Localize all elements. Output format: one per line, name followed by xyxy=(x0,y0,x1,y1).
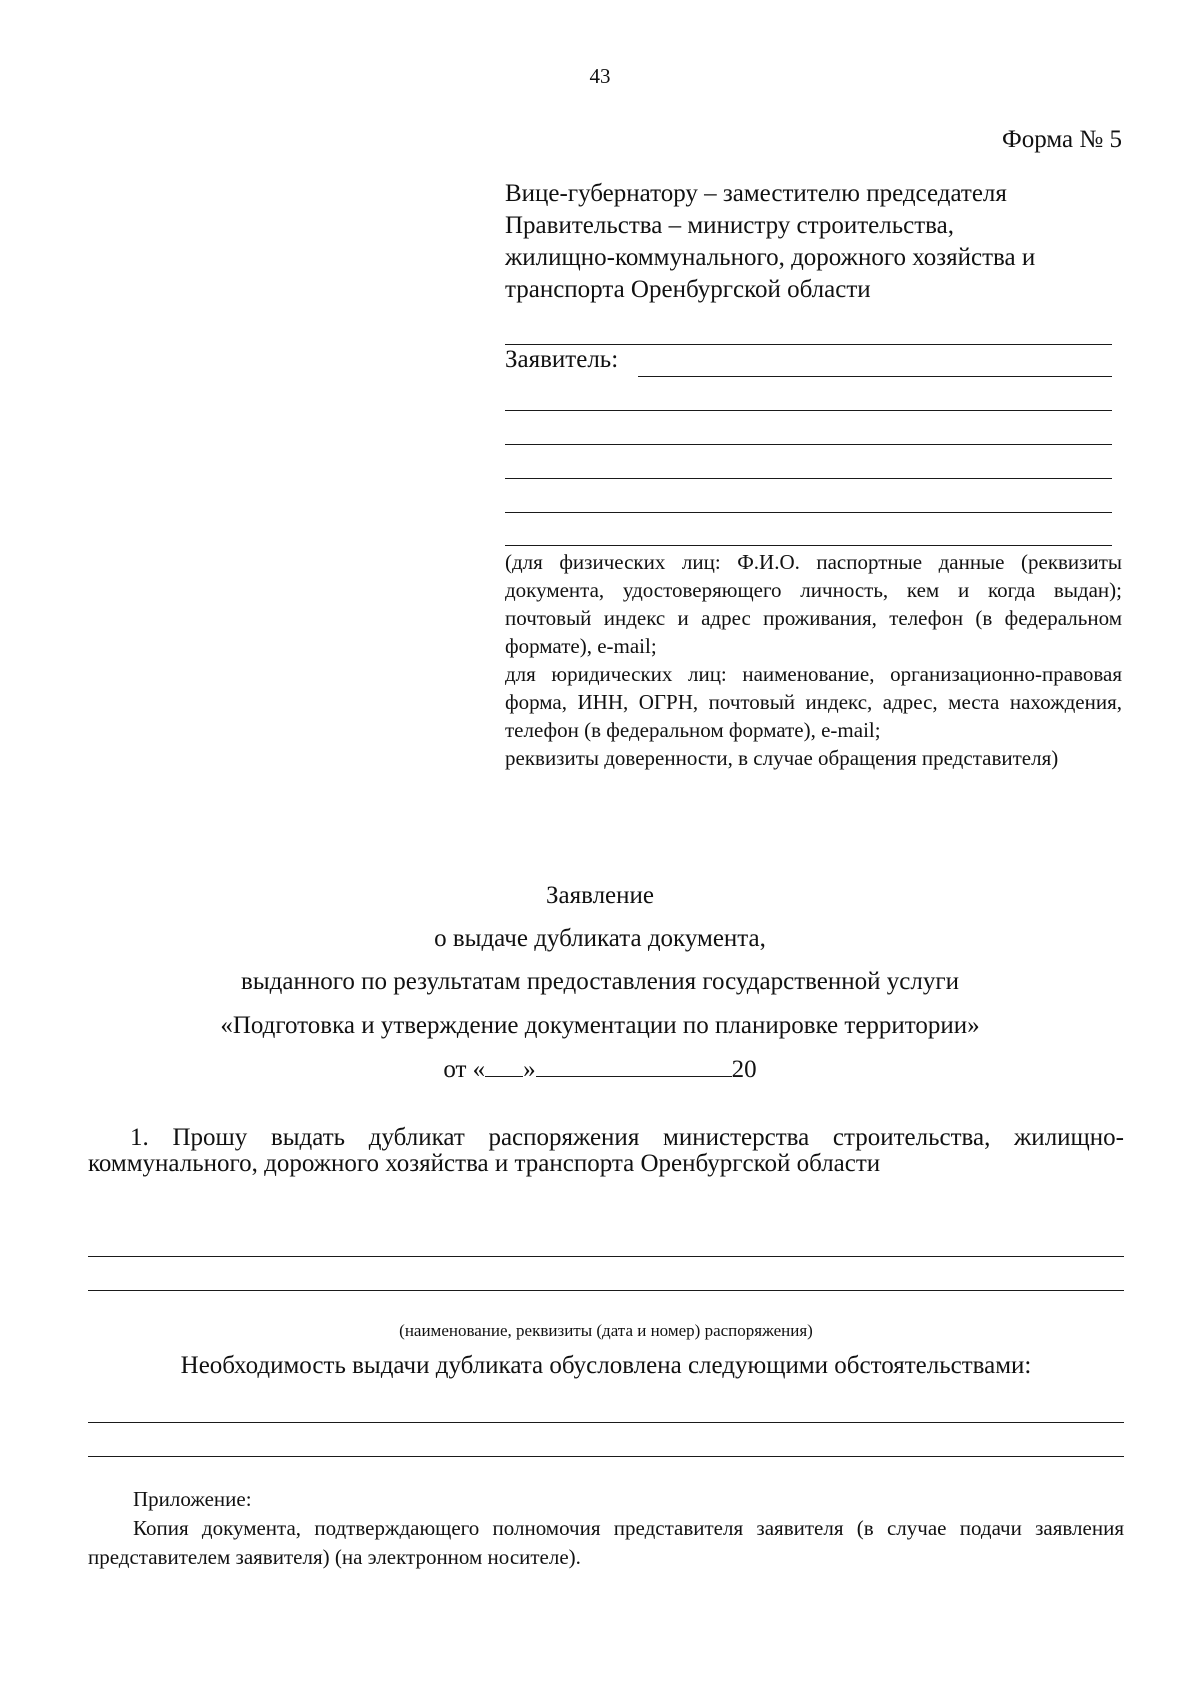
attachment-text: Копия документа, подтверждающего полномочия представителя заявителя (в случае подачи заявления представителем заявителя) (на электронном носителе). xyxy=(88,1516,1124,1569)
note-legal-entities: для юридических лиц: наименование, организационно-правовая форма, ИНН, ОГРН, почтовый индекс, адрес, места нахождения, телефон (в федеральном формате), e-mail; xyxy=(505,662,1122,742)
addressee-line: жилищно-коммунального, дорожного хозяйства и xyxy=(505,244,1036,271)
addressee-line: транспорта Оренбургской области xyxy=(505,276,871,303)
statement-title: Заявление xyxy=(545,882,655,909)
date-year: 20 xyxy=(731,1056,757,1083)
statement-subtitle-1: о выдаче дубликата документа, xyxy=(434,925,766,952)
applicant-input-line[interactable] xyxy=(638,376,1112,377)
applicant-input-line[interactable] xyxy=(505,410,1112,411)
order-input-line[interactable] xyxy=(88,1290,1124,1291)
statement-date xyxy=(0,1056,1200,1084)
date-middle: » xyxy=(523,1056,536,1083)
page-number: 43 xyxy=(589,64,611,88)
order-input-line[interactable] xyxy=(88,1256,1124,1257)
applicant-input-line[interactable] xyxy=(505,545,1112,546)
request-text: 1. Прошу выдать дубликат распоряжения министерства строительства, жилищно-коммунального, дорожного хозяйства и транспорта Оренбургской области xyxy=(88,1124,1124,1177)
applicant-note xyxy=(505,548,1122,772)
addressee-block xyxy=(505,178,1125,306)
addressee-line: Вице-губернатору – заместителю председателя xyxy=(505,180,1007,207)
addressee-blank-line[interactable] xyxy=(505,344,1112,345)
reason-input-line[interactable] xyxy=(88,1422,1124,1423)
applicant-input-line[interactable] xyxy=(505,444,1112,445)
statement-subtitle-2: выданного по результатам предоставления государственной услуги xyxy=(241,968,959,995)
applicant-input-line[interactable] xyxy=(505,512,1112,513)
applicant-input-line[interactable] xyxy=(505,478,1112,479)
order-caption: (наименование, реквизиты (дата и номер) распоряжения) xyxy=(399,1321,813,1340)
note-individuals: (для физических лиц: Ф.И.О. паспортные данные (реквизиты документа, удостоверяющего личность, кем и когда выдан); почтовый индекс и адрес проживания, телефон (в федеральном формате), e-mail; xyxy=(505,550,1122,658)
date-prefix: от « xyxy=(443,1056,486,1083)
reason-text: Необходимость выдачи дубликата обусловлена следующими обстоятельствами: xyxy=(180,1352,1032,1379)
statement-subtitle-3: «Подготовка и утверждение документации по планировке территории» xyxy=(220,1012,980,1039)
note-representative: реквизиты доверенности, в случае обращения представителя) xyxy=(505,746,1059,770)
form-number: Форма № 5 xyxy=(1002,126,1122,153)
attachment-label: Приложение: xyxy=(133,1487,252,1511)
applicant-label: Заявитель: xyxy=(505,346,619,373)
addressee-line: Правительства – министру строительства, xyxy=(505,212,954,239)
date-month-field[interactable] xyxy=(536,1056,732,1077)
reason-input-line[interactable] xyxy=(88,1456,1124,1457)
date-day-field[interactable] xyxy=(485,1056,523,1077)
